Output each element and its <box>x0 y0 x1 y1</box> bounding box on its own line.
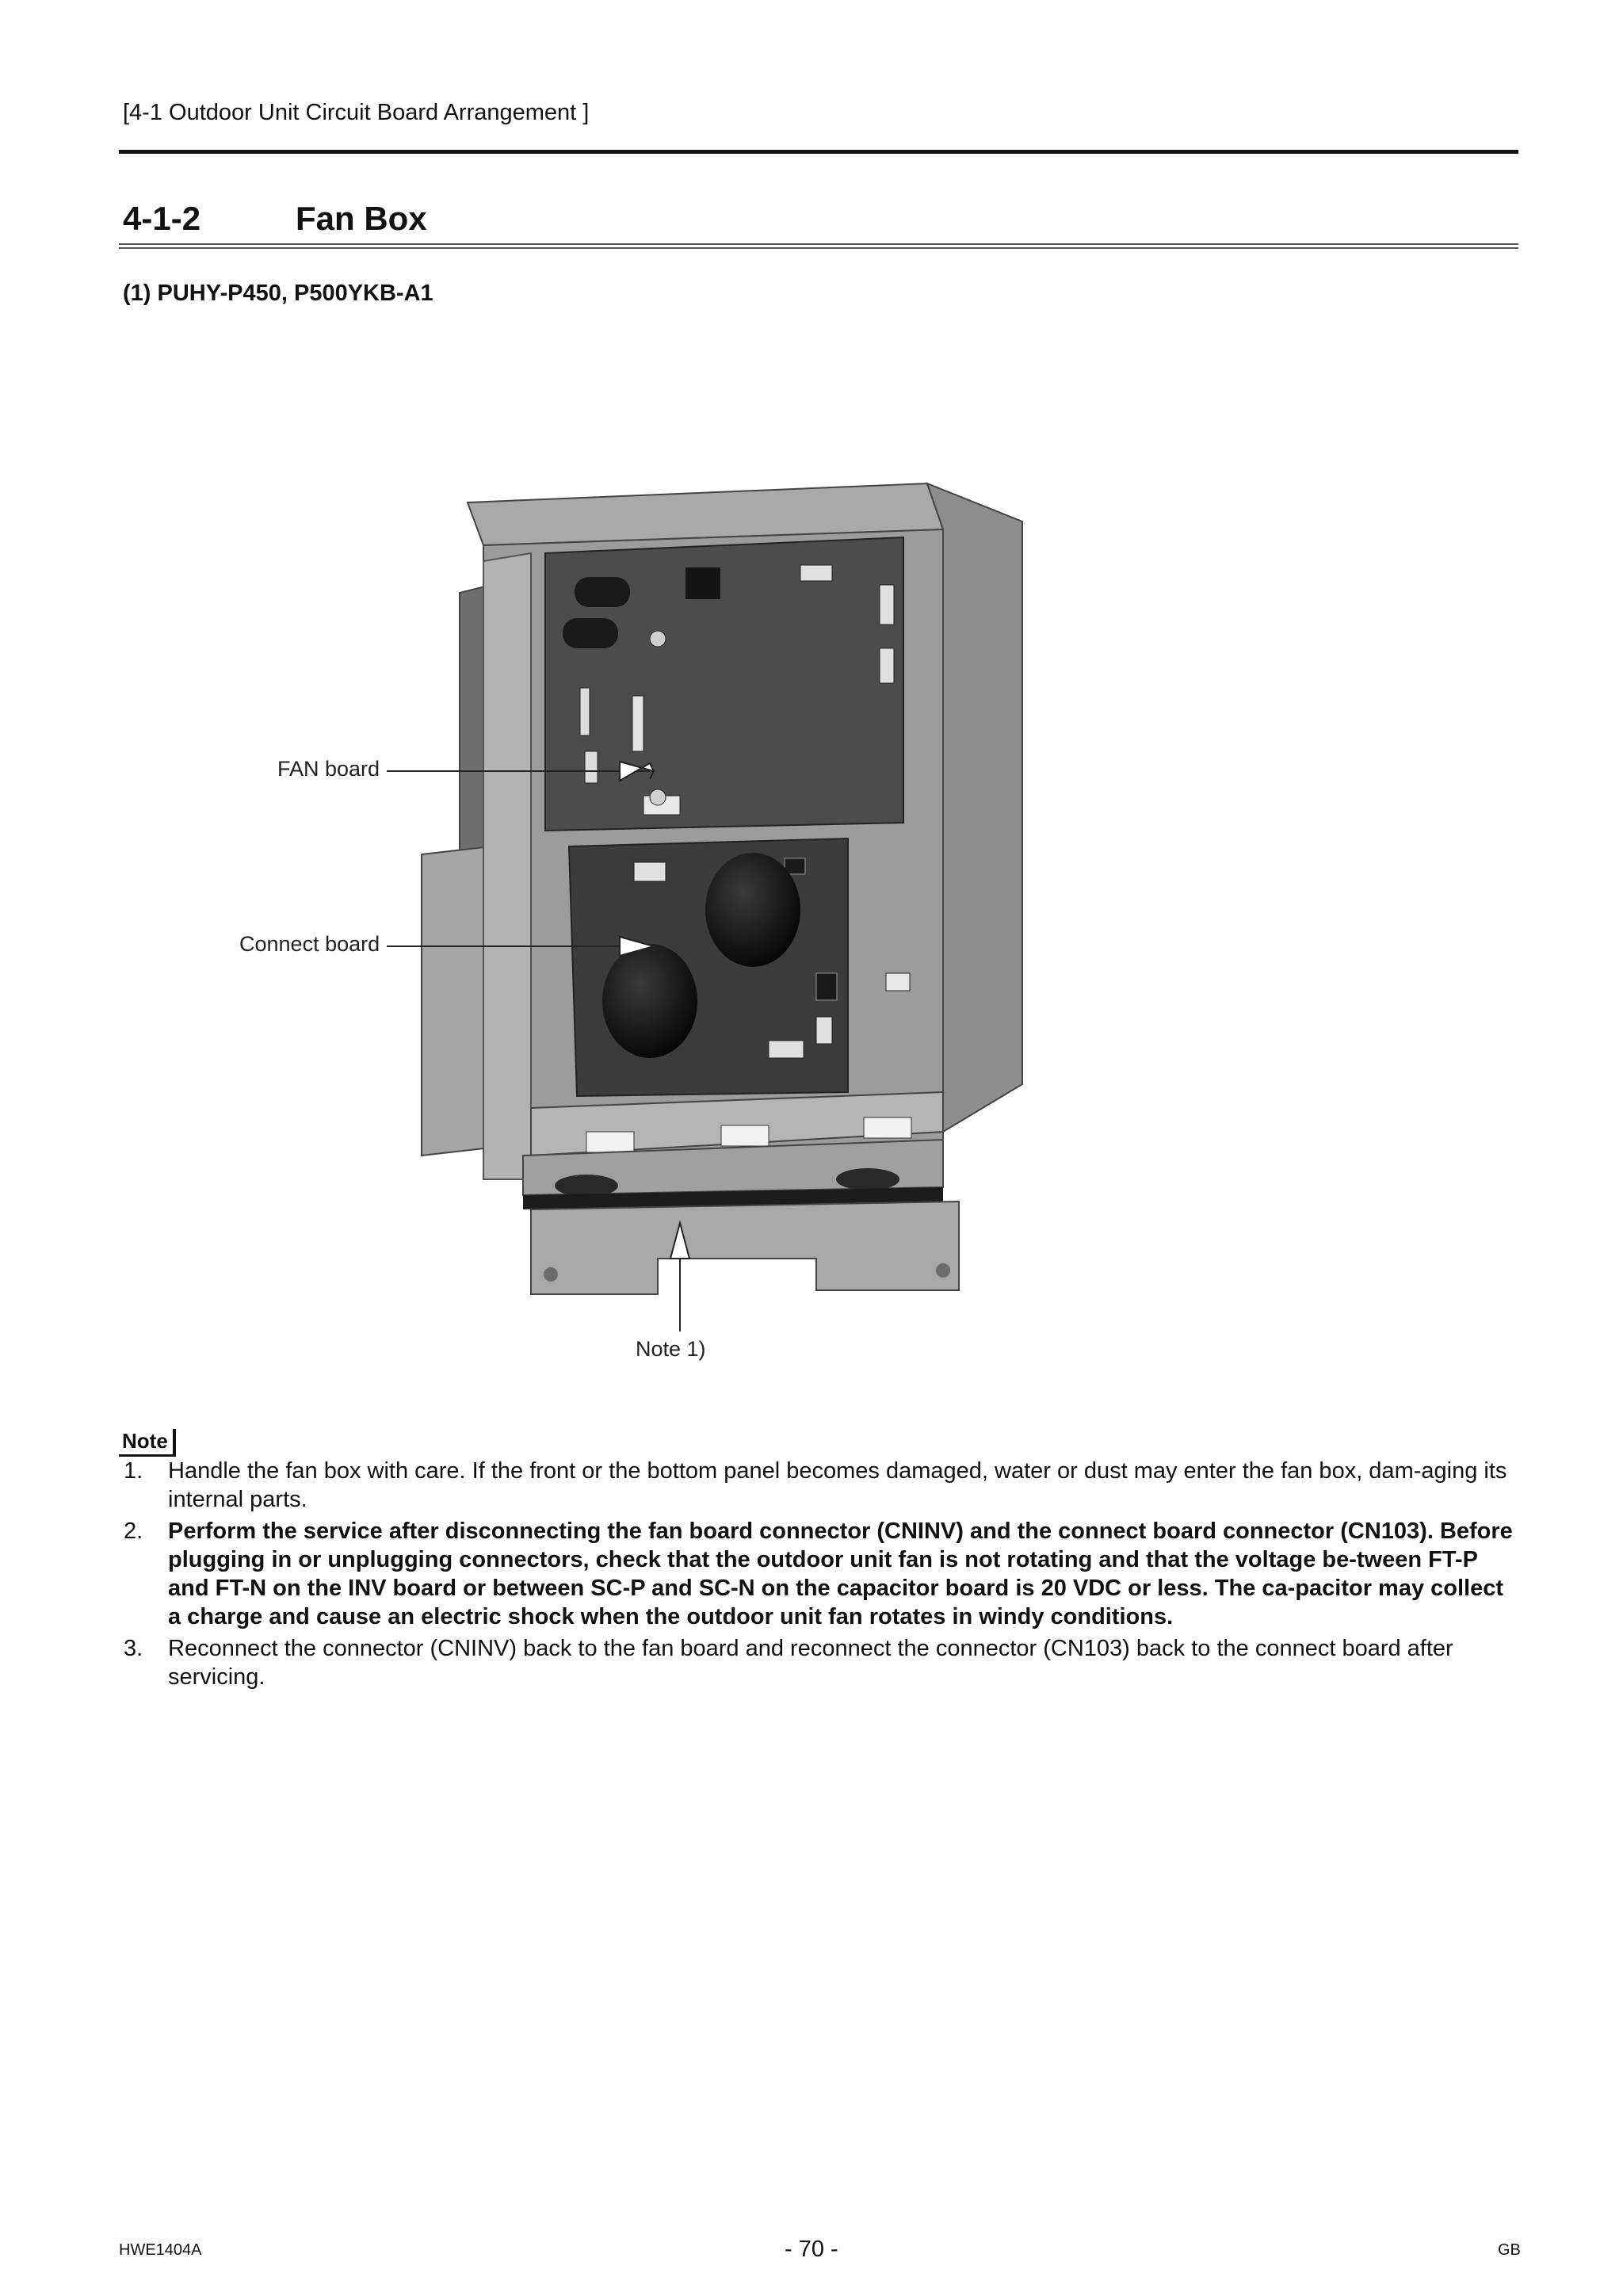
section-rule <box>119 243 1518 249</box>
note-item-number: 3. <box>124 1636 143 1661</box>
fan-box-illustration <box>372 434 1070 1346</box>
running-header: [4-1 Outdoor Unit Circuit Board Arrangement ] <box>123 100 590 125</box>
note-item-text: Handle the fan box with care. If the front or the bottom panel becomes damaged, water or dust may enter the fan box, dam-aging its internal parts. <box>168 1458 1507 1512</box>
footer-region: GB <box>1498 2241 1521 2259</box>
section-title: Fan Box <box>296 200 427 237</box>
fan-board-label: FAN board <box>277 757 380 781</box>
header-rule <box>119 150 1518 154</box>
note-tag: Note <box>119 1429 176 1457</box>
note-item-2 <box>119 1517 1522 1631</box>
note1-label: Note 1) <box>636 1337 706 1361</box>
subsection-title: (1) PUHY-P450, P500YKB-A1 <box>123 281 433 306</box>
connect-board-label: Connect board <box>239 932 380 956</box>
note-item-number: 1. <box>124 1458 143 1484</box>
footer-page-number: - 70 - <box>785 2237 838 2262</box>
note-item-text: Perform the service after disconnecting the fan board connector (CNINV) and the connect board connector (CN103). Before plugging in or unplugging connectors, check that the outdoor unit fan is not rotating and that the voltage be-tween FT-P and FT-N on the INV board or between SC-P and SC-N on the capacitor board is 20 VDC or less. The ca-pacitor may collect a charge and cause an electric shock when the outdoor unit fan rotates in windy conditions. <box>168 1519 1513 1629</box>
note-item-3 <box>119 1634 1522 1691</box>
notes-list <box>119 1457 1522 1694</box>
section-number: 4-1-2 <box>123 200 201 237</box>
footer-doc-id: HWE1404A <box>119 2241 202 2259</box>
note-item-text: Reconnect the connector (CNINV) back to the fan board and reconnect the connector (CN103) back to the connect board after servicing. <box>168 1636 1453 1690</box>
note-item-1 <box>119 1457 1522 1514</box>
note-item-number: 2. <box>124 1519 143 1544</box>
